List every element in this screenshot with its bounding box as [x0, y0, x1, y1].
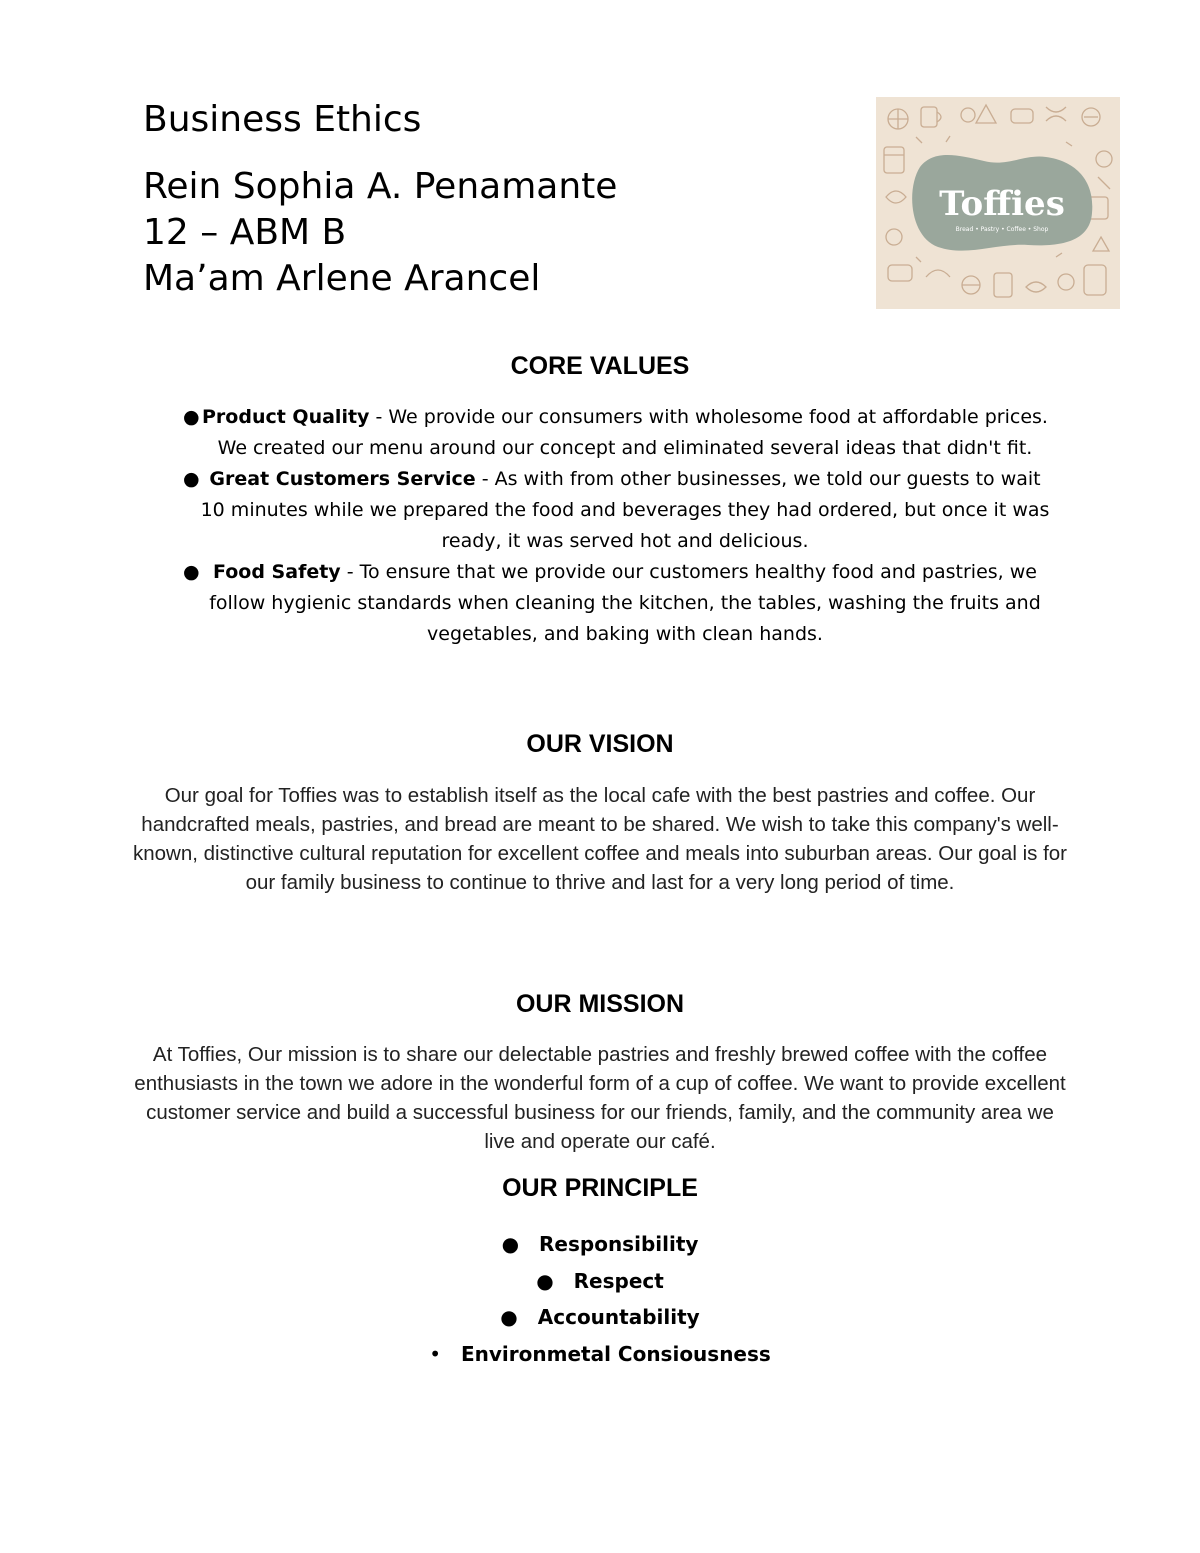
- core-values-list: [175, 402, 1075, 650]
- bullet-icon: •: [429, 1341, 441, 1366]
- student-name: Rein Sophia A. Penamante: [143, 166, 618, 207]
- core-value-text: - To ensure that we provide our customers healthy food and pastries, we follow hygienic standards when cleaning the kitchen, the tables, washing the fruits and vegetables, and baking with clean hands.: [209, 561, 1041, 645]
- document-header: [143, 96, 823, 302]
- core-value-text: - As with from other businesses, we told our guests to wait 10 minutes while we prepared the food and beverages they had ordered, but once it was ready, it was served hot and delicious.: [200, 468, 1050, 552]
- teacher-name: Ma’am Arlene Arancel: [143, 258, 541, 299]
- core-value-text: - We provide our consumers with wholesome food at affordable prices. We created our menu around our concept and eliminated several ideas that didn't fit.: [217, 406, 1048, 459]
- logo-brand: Toffies: [939, 184, 1065, 224]
- class-section: 12 – ABM B: [143, 212, 347, 253]
- list-item: [0, 1336, 1200, 1373]
- list-item: [175, 557, 1075, 650]
- bullet-icon: ●: [183, 561, 200, 583]
- list-item: [175, 464, 1075, 557]
- list-item: [0, 1263, 1200, 1300]
- list-item: [0, 1226, 1200, 1263]
- vision-heading: OUR VISION: [526, 730, 674, 758]
- core-value-term: Great Customers Service: [209, 468, 476, 490]
- bullet-icon: ●: [500, 1305, 518, 1329]
- bullet-icon: ●: [183, 406, 200, 428]
- subject-title: Business Ethics: [143, 99, 422, 140]
- mission-text: At Toffies, Our mission is to share our delectable pastries and freshly brewed coffee with the coffee enthusiasts in the town we adore in the wonderful form of a cup of coffee. We want to provide excellent customer service and build a successful business for our friends, family, and the community area we live and operate our café.: [134, 1043, 1066, 1153]
- mission-heading: OUR MISSION: [515, 990, 685, 1018]
- principle-item: Respect: [573, 1268, 664, 1293]
- principle-item: Accountability: [537, 1305, 700, 1329]
- core-value-term: Food Safety: [213, 561, 341, 583]
- toffies-logo: [876, 97, 1120, 309]
- principle-heading: OUR PRINCIPLE: [502, 1174, 698, 1202]
- principle-list: [0, 1226, 1200, 1372]
- vision-text: Our goal for Toffies was to establish itself as the local cafe with the best pastries and coffee. Our handcrafted meals, pastries, and bread are meant to be shared. We wish to take this company's well-known, distinctive cultural reputation for excellent coffee and meals into suburban areas. Our goal is for our family business to continue to thrive and last for a very long period of time.: [132, 784, 1068, 894]
- bullet-icon: ●: [183, 468, 200, 490]
- core-values-heading: CORE VALUES: [510, 352, 690, 380]
- logo-tagline: Bread • Pastry • Coffee • Shop: [955, 226, 1049, 233]
- principle-item: Environmetal Consiousness: [460, 1341, 771, 1366]
- list-item: [0, 1299, 1200, 1336]
- list-item: [175, 402, 1075, 464]
- bullet-icon: ●: [536, 1268, 554, 1293]
- principle-item: Responsibility: [539, 1232, 699, 1256]
- core-value-term: Product Quality: [202, 406, 370, 428]
- bullet-icon: ●: [501, 1232, 520, 1256]
